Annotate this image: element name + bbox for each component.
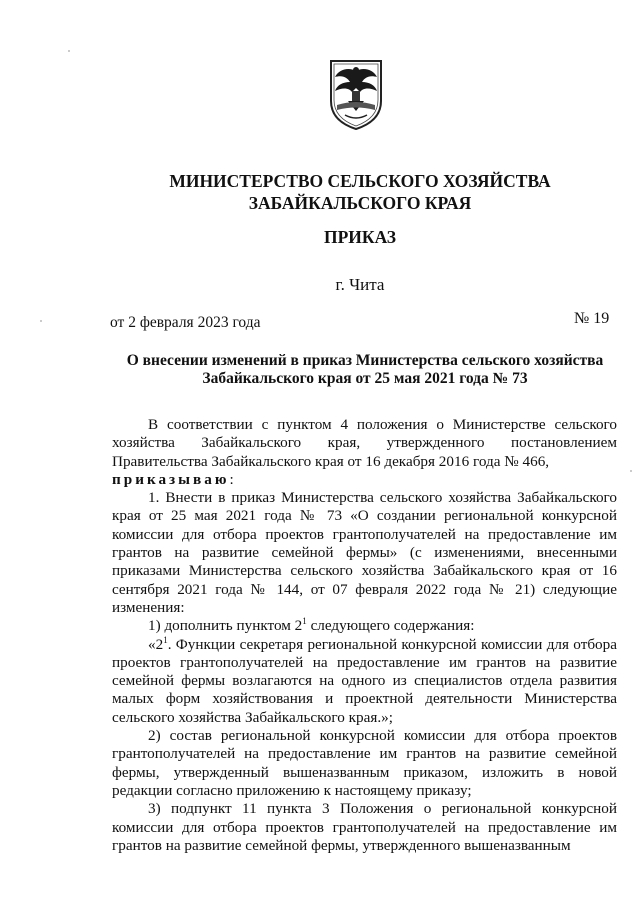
quoted-clause-text: . Функции секретаря региональной конкурсной комиссии для отбора проектов грантополучателей на предоставление им грантов на развитие семейной фермы возлагаются на одного из специалистов отдела развития малых форм хозяйствования и проектной деятельности Министерства сельского хозяйства Забайкальского края.»; bbox=[112, 635, 617, 726]
coat-of-arms-emblem bbox=[325, 55, 387, 131]
subitem-1-paragraph bbox=[112, 617, 617, 635]
subitem-1-superscript: 1 bbox=[302, 616, 307, 627]
document-date: от 2 февраля 2023 года bbox=[110, 314, 261, 331]
document-title bbox=[120, 352, 610, 388]
item-1-paragraph: 1. Внести в приказ Министерства сельского хозяйства Забайкальского края от 25 мая 2021 года № 73 «О создании региональной конкурсной комиссии для отбора проектов грантополучателей на предоставление им грантов на развитие семейной фермы» (с изменениями, внесенными приказами Министерства сельского хозяйства Забайкальского края от 16 сентября 2021 года № 144, от 07 февраля 2022 года № 21) следующие изменения: bbox=[112, 489, 617, 616]
document-body bbox=[112, 416, 617, 855]
ministry-name-line1: МИНИСТЕРСТВО СЕЛЬСКОГО ХОЗЯЙСТВА bbox=[169, 171, 551, 191]
order-word: приказываю bbox=[112, 470, 230, 488]
preamble-text: В соответствии с пунктом 4 положения о Министерстве сельского хозяйства Забайкальского края, утвержденного постановлением Правительства Забайкальского края от 16 декабря 2016 года № 466, bbox=[112, 416, 617, 470]
preamble-paragraph bbox=[112, 416, 617, 489]
quoted-clause-start: «2 bbox=[148, 635, 164, 653]
document-title-line1: О внесении изменений в приказ Министерства сельского хозяйства bbox=[126, 352, 604, 369]
subitem-2-paragraph: 2) состав региональной конкурсной комиссии для отбора проектов грантополучателей на предоставление им грантов на развитие семейной фермы, утвержденный вышеназванным приказом, изложить в новой редакции согласно приложению к настоящему приказу; bbox=[112, 727, 617, 799]
order-colon: : bbox=[229, 470, 234, 488]
ministry-name bbox=[100, 170, 620, 214]
ministry-name-line2: ЗАБАЙКАЛЬСКОГО КРАЯ bbox=[248, 193, 472, 213]
quoted-clause-paragraph bbox=[112, 636, 617, 727]
document-number: № 19 bbox=[574, 310, 610, 327]
scan-speck bbox=[40, 320, 42, 322]
scan-speck bbox=[68, 50, 70, 52]
quoted-clause-superscript: 1 bbox=[163, 634, 168, 645]
subitem-1-text: 1) дополнить пунктом 2 bbox=[148, 617, 303, 635]
scan-speck bbox=[630, 470, 632, 472]
subitem-3-paragraph: 3) подпункт 11 пункта 3 Положения о региональной конкурсной комиссии для отбора проектов грантополучателей на предоставление им грантов на развитие семейной фермы, утвержденного вышеназванным bbox=[112, 800, 617, 854]
city: г. Чита bbox=[335, 275, 385, 294]
document-type: ПРИКАЗ bbox=[323, 227, 397, 247]
subitem-1-text-end: следующего содержания: bbox=[306, 617, 475, 635]
document-title-line2: Забайкальского края от 25 мая 2021 года № 73 bbox=[202, 370, 528, 387]
